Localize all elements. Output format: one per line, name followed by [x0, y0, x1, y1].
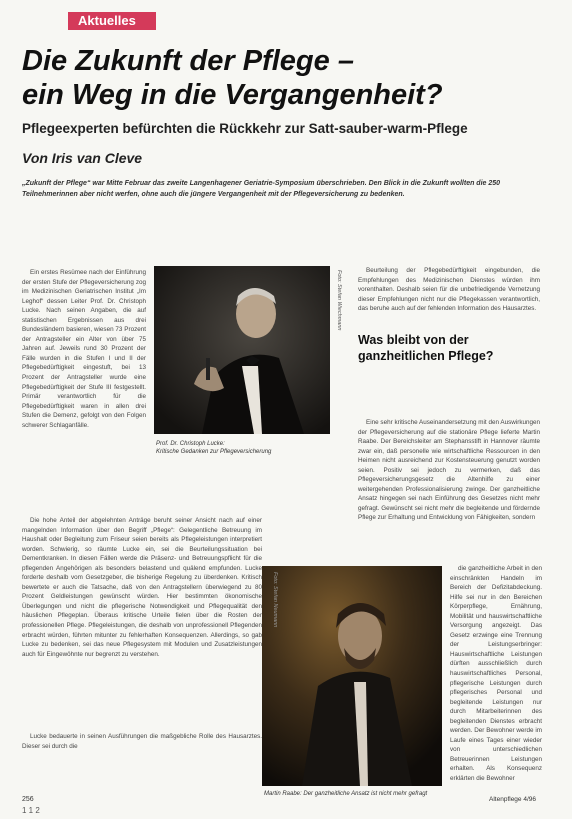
photo-raabe: [262, 566, 442, 786]
column-1-text: Ein erstes Resümee nach der Einführung der ersten Stufe der Pflegeversicherung zog im Medizinischen Geriatrischen Institut „Im Leghof“ dessen Leiter Prof. Dr. Christoph Lucke. Nach seinen Angaben, die auf statistischen Ergebnissen aus drei Bundesländern basieren, wiesen 73 Prozent der Antragsteller ein Alter von über 75 Jahren auf. Jeweils rund 30 Prozent der Fälle wurden in die Stufen I und II der Pflegebedürftigkeit eingestuft, bei 13 Prozent der Antragsteller wurde eine Pflegebedürftigkeit der Stufe III festgestellt. Primär verantwortlich für die Pflegebedürftigkeit waren in allen drei Stufen die Demenz, gefolgt von den Folgen schwerer Schlaganfälle.: [22, 269, 146, 429]
title-line-1: Die Zukunft der Pflege –: [22, 45, 354, 77]
column-3-narrow: [450, 564, 542, 784]
page-mark: 1 1 2: [22, 806, 40, 815]
photo-caption-1: [156, 440, 336, 456]
photo-caption-1-text: Kritische Gedanken zur Pflegeversicherung: [156, 449, 272, 455]
column-3-narrow-text: die ganzheitliche Arbeit in den einschränkten Handeln im Bereich der Defizitabdeckung. Hilfe sei nur in den Bereichen Körperpflege, Ernährung, Mobilität und hauswirtschaftliche Versorgung angezeigt. Das Gesetz erzwinge eine Trennung der Leistungserbringer: Hauswirtschaftliche Leistungen dürften ausschließlich durch hauswirtschaftliches Personal, pflegerische Leistungen durch pflegerisches Personal und begleitende Leistungen nur durch Mitarbeiterinnen des begleitenden Dienstes erbracht werden. Der Bewohner werde im Laufe eines Tages einer wieder von unterschiedlichen Betreuerinnen Leistungen erhalten. Als Konsequenz erklärten die Bewohner: [450, 565, 542, 783]
byline: Von Iris van Cleve: [22, 150, 143, 166]
page-number: 256: [22, 796, 34, 803]
photo-credit-2: Foto: Stefan Neumann: [272, 572, 278, 628]
photo-credit-1: Foto: Stefan Wiechmann: [336, 270, 342, 331]
photo-lucke-image: [154, 266, 330, 434]
column-3-text: Beurteilung der Pflegebedürftigkeit eingebunden, die Empfehlungen des Medizinischen Dienstes würden ihm vorenthalten. Deshalb seien für die unbefriedigende Vernetzung dieser Empfehlungen nicht nur die Pflegekassen verantwortlich, das beruhe auch auf der fehlenden Information des Hausarztes.: [358, 267, 540, 313]
intro-paragraph: „Zukunft der Pflege“ war Mitte Februar das zweite Langenhagener Geriatrie-Symposium überschrieben. Den Blick in die Zukunft wollten die 250 Teilnehmerinnen aber nicht werfen, ohne auch die jüngere Vergangenheit mit der Pflegeversicherung zu bedenken.: [22, 180, 501, 198]
photo-caption-2-text: Der ganzheitliche Ansatz ist nicht mehr gefragt: [303, 791, 428, 797]
column-1-end-text: Lucke bedauerte in seinen Ausführungen die maßgebliche Rolle des Hausarztes. Dieser sei durch die: [22, 733, 262, 750]
title-line-2: ein Weg in die Vergangenheit?: [22, 79, 443, 111]
column-3: [358, 266, 540, 314]
photo-caption-2-name: Martin Raabe:: [264, 791, 302, 797]
column-3-section-text: Eine sehr kritische Auseinandersetzung mit den Auswirkungen der Pflegeversicherung auf die stationäre Pflege lieferte Martin Raabe. Der Bereichsleiter am Stephansstift in Hannover räumte zwar ein, daß personelle wie wirtschaftliche Ressourcen in den Heimen nicht ausreichend zur Kostensteuerung genutzt worden seien. Positiv sei jedoch zu vermerken, daß das Pflegeversicherungsgesetz die Altenhilfe zu einer weitergehenden Professionalisierung zwinge. Der ganzheitliche Ansatz hingegen sei nach Einführung des Gesetzes nicht mehr gefragt. Gewünscht sei nicht mehr die begleitende und fördernde Pflege zur Erhaltung und Entwicklung von Fähigkeiten, sondern: [358, 419, 540, 522]
journal-issue: Altenpflege 4/96: [489, 796, 536, 803]
photo-lucke: [154, 266, 330, 434]
article-title: [22, 44, 552, 112]
column-1: [22, 268, 146, 430]
section-subheading: Was bleibt von der ganzheitlichen Pflege?: [358, 333, 494, 363]
column-1-continued-text: Die hohe Anteil der abgelehnten Anträge beruht seiner Ansicht nach auf einer mangelnden Information über den Begriff „Pflege“: Gelegentliche Betreuung im Haushalt oder Begleitung zum Friseur seien bereits als Pflegeleistungen interpretiert worden. Schwierig, so räumte Lucke ein, sei die Beurteilungssituation bei Dementkranken. In diesen Fällen werde die Präsenz- und Betreuungspflicht für die pflegenden Angehörigen als besonders belastend und quälend empfunden. Lucke forderte deshalb vom Gesetzgeber, die bisherige Regelung zu überdenken. Kritisch bewertete er auch die Tatsache, daß von den Antragstellern überwiegend zu 80 Prozent Geldleistungen gewünscht würden. Hier bestimmten ökonomische Überlegungen und nicht die pflegerische Notwendigkeit und Pflegequalität den häuslichen Pflegeplan. Überaus kritische Urteile fielen über die Rosten der professionellen Pflege. Pflegeleistungen, die deshalb von unprofessionell Pflegenden erbracht würden, führten mitunter zu fehlerhaften Konsequenzen. Allerdings, so gab Lucke zu bedenken, sei das neue Pflegesystem mit Modulen und Zusatzleistungen auch für Eingewöhnte nur begrenzt zu verstehen.: [22, 517, 262, 658]
article-subtitle: Pflegeexperten befürchten die Rückkehr zur Satt-sauber-warm-Pflege: [22, 121, 468, 136]
photo-caption-1-name: Prof. Dr. Christoph Lucke:: [156, 441, 225, 447]
column-1-end: [22, 732, 262, 751]
photo-raabe-image: [262, 566, 442, 786]
column-1-continued: [22, 516, 262, 659]
photo-caption-2: [264, 790, 444, 798]
column-3-section: [358, 418, 540, 523]
section-tag: Aktuelles: [68, 12, 156, 30]
